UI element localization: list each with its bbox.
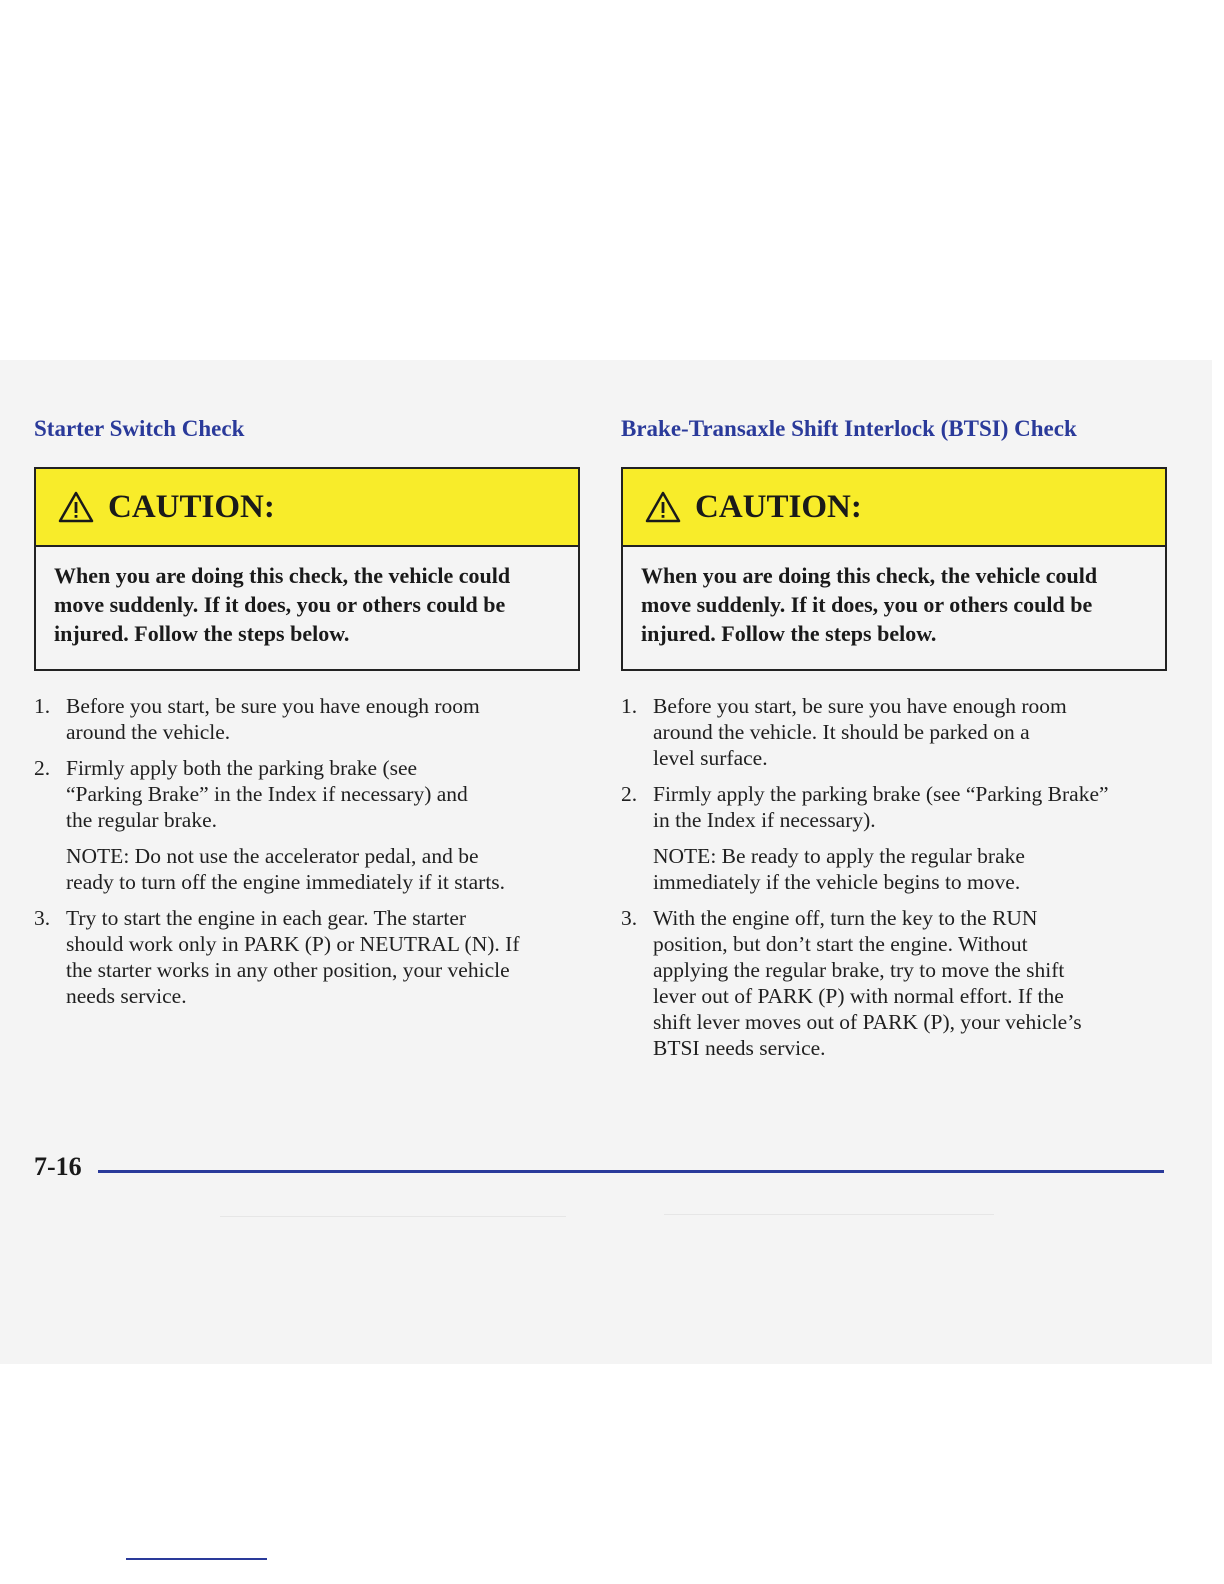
steps-list (34, 693, 580, 1019)
caution-line: move suddenly. If it does, you or others could be (641, 592, 1093, 617)
step-line: With the engine off, turn the key to the RUN (653, 906, 1038, 930)
caution-line: injured. Follow the steps below. (54, 621, 350, 646)
step-number: 3. (621, 906, 638, 930)
note-line: ready to turn off the engine immediately if it starts. (66, 870, 506, 894)
step-line: “Parking Brake” in the Index if necessary) and (66, 782, 468, 806)
step-line: in the Index if necessary). (653, 808, 876, 832)
step-line: around the vehicle. It should be parked on a (653, 720, 1030, 744)
note-line: NOTE: Be ready to apply the regular brake (653, 844, 1025, 868)
bottom-divider (126, 1558, 267, 1560)
step-line: should work only in PARK (P) or NEUTRAL (N). If (66, 932, 520, 956)
caution-line: injured. Follow the steps below. (641, 621, 937, 646)
step-line: BTSI needs service. (653, 1036, 826, 1060)
step-line: applying the regular brake, try to move the shift (653, 958, 1065, 982)
step-line: needs service. (66, 984, 187, 1008)
warning-triangle-icon (645, 491, 681, 523)
step-item (34, 755, 580, 833)
warning-triangle-icon (58, 491, 94, 523)
step-line: lever out of PARK (P) with normal effort. If the (653, 984, 1064, 1008)
section-heading: Brake-Transaxle Shift Interlock (BTSI) Check (621, 416, 1077, 441)
step-number: 2. (34, 756, 51, 780)
section-heading: Starter Switch Check (34, 416, 245, 441)
step-item (621, 905, 1167, 1061)
step-number: 1. (621, 694, 638, 718)
faint-divider (664, 1214, 994, 1215)
note-line: immediately if the vehicle begins to move. (653, 870, 1021, 894)
caution-line: move suddenly. If it does, you or others could be (54, 592, 506, 617)
caution-line: When you are doing this check, the vehicle could (641, 563, 1098, 588)
caution-header (623, 469, 1165, 547)
step-line: shift lever moves out of PARK (P), your vehicle’s (653, 1010, 1082, 1034)
caution-line: When you are doing this check, the vehicle could (54, 563, 511, 588)
steps-list (621, 693, 1167, 1071)
step-item (621, 693, 1167, 771)
step-number: 3. (34, 906, 51, 930)
caution-text (623, 547, 1165, 648)
caution-header (36, 469, 578, 547)
step-number: 2. (621, 782, 638, 806)
step-line: Before you start, be sure you have enough room (66, 694, 480, 718)
step-line: Firmly apply both the parking brake (see (66, 756, 418, 780)
caution-text (36, 547, 578, 648)
page-band (0, 360, 1212, 1364)
caution-box (621, 467, 1167, 671)
step-item (621, 781, 1167, 833)
step-item (34, 905, 580, 1009)
step-line: the starter works in any other position, your vehicle (66, 958, 510, 982)
step-number: 1. (34, 694, 51, 718)
caution-title: CAUTION: (695, 488, 862, 525)
page-number: 7-16 (34, 1152, 82, 1181)
note-line: NOTE: Do not use the accelerator pedal, and be (66, 844, 479, 868)
step-line: Before you start, be sure you have enough room (653, 694, 1067, 718)
caution-box (34, 467, 580, 671)
note-text (621, 843, 1167, 895)
step-line: Try to start the engine in each gear. The starter (66, 906, 467, 930)
step-item (34, 693, 580, 745)
step-line: position, but don’t start the engine. Without (653, 932, 1028, 956)
step-line: the regular brake. (66, 808, 218, 832)
footer-divider (98, 1170, 1164, 1173)
caution-title: CAUTION: (108, 488, 275, 525)
note-text (34, 843, 580, 895)
step-line: around the vehicle. (66, 720, 231, 744)
step-line: level surface. (653, 746, 768, 770)
step-line: Firmly apply the parking brake (see “Parking Brake” (653, 782, 1109, 806)
faint-divider (220, 1216, 566, 1217)
